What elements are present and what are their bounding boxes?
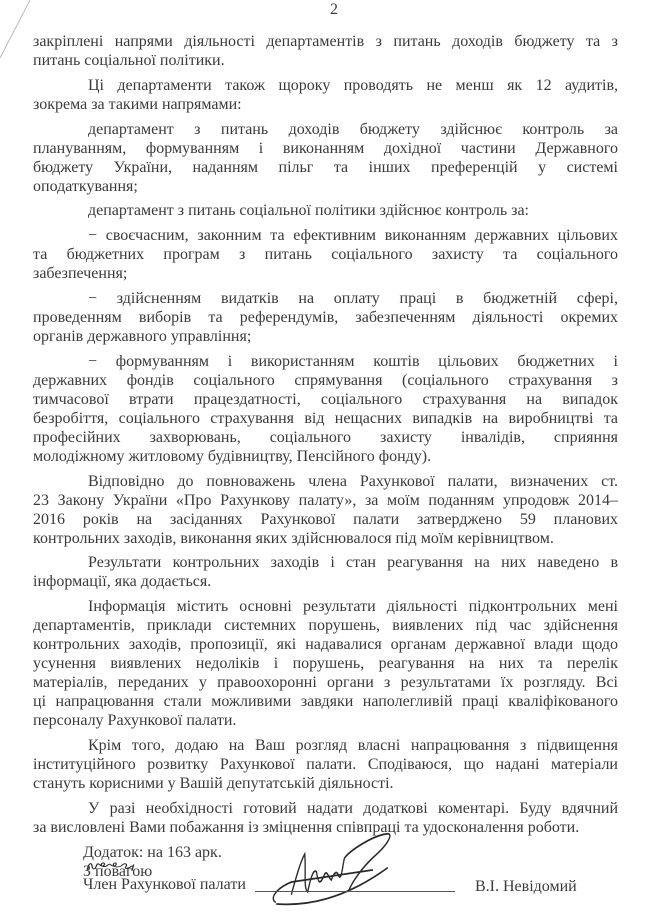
text-line: молодіжному житловому будівництву, Пенсійного фонду). [33, 447, 432, 465]
paragraph [33, 553, 618, 591]
text-line: за висловлені Вами побажання із зміцнення співпраці та удосконалення роботи. [33, 818, 580, 836]
signature-block [83, 876, 623, 896]
paragraph [33, 120, 618, 196]
text-line: бюджету України, наданням пільг та інших преференцій у системі [33, 158, 618, 176]
text-line: Додаток: на 163 арк. [83, 843, 222, 861]
paragraph [33, 289, 618, 346]
signatory-name: В.І. Невідомий [475, 878, 577, 895]
text-line: проведенням виборів та референдумів, забезпеченням діяльності окремих [33, 308, 618, 326]
text-line: матеріалів, переданих у правоохоронні органи з результатами їх розгляду. Всі [33, 674, 618, 692]
text-line: Крім того, додаю на Ваш розгляд власні напрацювання з підвищення [88, 736, 618, 754]
text-line: 2016 років на засіданнях Рахункової палати затверджено 59 планових [33, 510, 618, 528]
text-line: контрольних заходів, виконання яких здійснювалося під моїм керівництвом. [33, 529, 554, 547]
text-line: інституційного розвитку Рахункової палати. Сподіваюся, що надані матеріали [33, 755, 618, 773]
text-line: департамент з питань соціальної політики здійснює контроль за: [88, 202, 529, 220]
paragraph [33, 32, 618, 70]
text-line: державних фондів соціального спрямування (соціального страхування з [33, 371, 618, 389]
text-line: Результати контрольних заходів і стан реагування на них наведено в [88, 554, 618, 572]
text-line: Ці департаменти також щороку проводять не менш як 12 аудитів, [88, 76, 618, 94]
paragraph [33, 352, 618, 466]
page-number: 2 [330, 1, 338, 18]
text-line: питань соціальної політики. [33, 52, 225, 69]
text-line: та бюджетних програм з питань соціального захисту та соціального [33, 246, 618, 264]
paragraph [33, 472, 618, 548]
text-line: З повагою [83, 862, 153, 880]
text-line: − формуванням і використанням коштів цільових бюджетних і [88, 352, 618, 370]
text-line: безробіття, соціального страхування від нещасних випадків на виробництві та [33, 409, 618, 427]
text-line: оподаткування; [33, 177, 138, 195]
text-line: департаментів, приклади системних порушень, виявлених під час здійснення [33, 617, 618, 635]
paragraph [33, 736, 618, 793]
signature-line [255, 891, 455, 892]
paragraph [33, 201, 618, 220]
text-line: зокрема за такими напрямами: [33, 95, 242, 113]
text-line: персоналу Рахункової палати. [33, 712, 237, 730]
text-line: усунення виявлених недоліків і порушень, реагування на них та перелік [33, 655, 618, 673]
paragraph [33, 226, 618, 283]
paragraph [33, 76, 618, 114]
text-line: органів державного управління; [33, 327, 252, 345]
signatory-title: Член Рахункової палати [83, 876, 246, 893]
text-line: У разі необхідності готовий надати додаткові коментарі. Буду вдячний [88, 799, 618, 817]
letter-body [33, 32, 618, 881]
handwritten-initials [84, 858, 148, 874]
text-line: стануть корисними у Вашій депутатській діяльності. [33, 774, 394, 792]
text-line: − здійсненням видатків на оплату праці в бюджетній сфері, [88, 289, 618, 307]
text-line: плануванням, формуванням і виконанням дохідної частини Державного [33, 139, 618, 157]
text-line: ці напрацювання стали можливими завдяки наполегливій праці кваліфікованого [33, 693, 618, 711]
text-line: забезпечення; [33, 265, 128, 283]
text-line: тимчасової втрати працездатності, соціального страхування на випадок [33, 390, 618, 408]
text-line: контрольних заходів, пропозиції, які надавалися органам державної влади щодо [33, 636, 618, 654]
text-line: інформації, яка додається. [33, 573, 212, 591]
text-line: − своєчасним, законним та ефективним виконанням державних цільових [88, 227, 618, 245]
text-line: Інформація містить основні результати діяльності підконтрольних мені [88, 598, 618, 616]
text-line: професійних захворювань, соціального захисту інвалідів, сприяння [33, 428, 618, 446]
text-line: 23 Закону України «Про Рахункову палату», за моїм поданням упродовж 2014– [33, 491, 618, 509]
text-line: закріплені напрями діяльності департаментів з питань доходів бюджету та з [33, 33, 618, 50]
text-line: Відповідно до повноважень члена Рахункової палати, визначених ст. [88, 472, 618, 490]
paragraph [33, 597, 618, 730]
text-line: департамент з питань доходів бюджету здійснює контроль за [88, 120, 618, 138]
